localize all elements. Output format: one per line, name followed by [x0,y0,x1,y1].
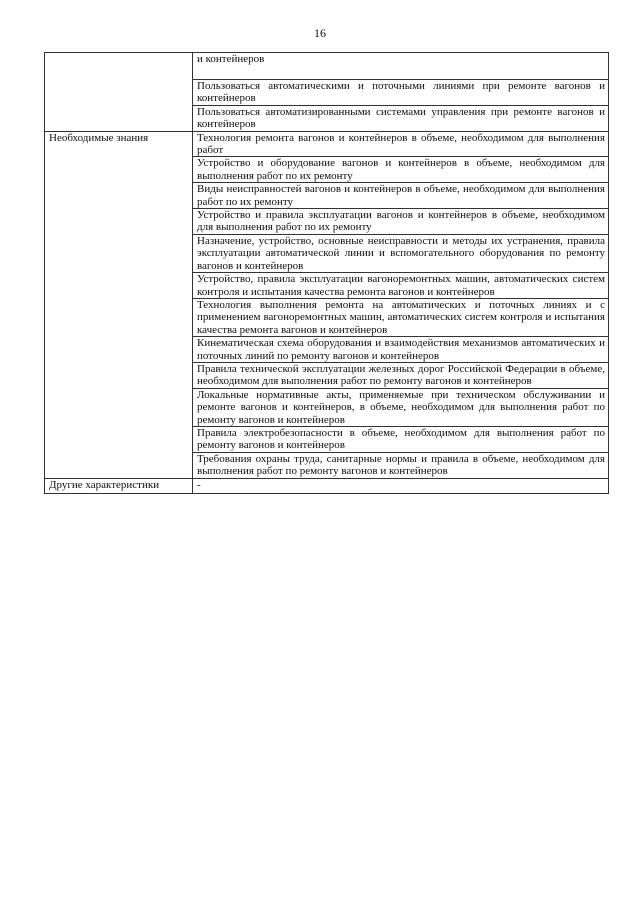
knowledge-label: Необходимые знания [45,131,193,478]
table-cell: Устройство, правила эксплуатации вагоноремонтных машин, автоматических систем контроля и испытания качества ремонта вагонов и контейнеров [193,273,609,299]
table-cell: Кинематическая схема оборудования и взаимодействия механизмов автоматических и поточных линий по ремонту вагонов и контейнеров [193,337,609,363]
table-row [45,131,609,157]
table-cell: Требования охраны труда, санитарные нормы и правила в объеме, необходимом для выполнения работ по ремонту вагонов и контейнеров [193,452,609,478]
table-cell: Технология ремонта вагонов и контейнеров в объеме, необходимом для выполнения работ [193,131,609,157]
table-cell: Пользоваться автоматизированными системами управления при ремонте вагонов и контейнеров [193,105,609,131]
table-row [45,478,609,493]
table-cell: Виды неисправностей вагонов и контейнеров в объеме, необходимом для выполнения работ по их ремонту [193,183,609,209]
other-characteristics-label: Другие характеристики [45,478,193,493]
table-cell: Устройство и правила эксплуатации вагонов и контейнеров в объеме, необходимом для выполнения работ по их ремонту [193,209,609,235]
table-cell: Устройство и оборудование вагонов и контейнеров в объеме, необходимом для выполнения работ по их ремонту [193,157,609,183]
table-cell: и контейнеров [193,53,609,80]
table-cell: Правила электробезопасности в объеме, необходимом для выполнения работ по ремонту вагонов и контейнеров [193,426,609,452]
table-cell: Технология выполнения ремонта на автоматических и поточных линиях и с применением вагоноремонтных машин, автоматических систем контроля и испытания качества ремонта вагонов и контейнеров [193,298,609,336]
table-row [45,53,609,80]
continuation-label-cell [45,53,193,132]
table-cell: Локальные нормативные акты, применяемые при техническом обслуживании и ремонте вагонов и контейнеров, в объеме, необходимом для выполнения работ по ремонту вагонов и контейнеров [193,388,609,426]
page-number: 16 [314,26,326,40]
table-cell: Пользоваться автоматическими и поточными линиями при ремонте вагонов и контейнеров [193,80,609,106]
table-cell: Правила технической эксплуатации железных дорог Российской Федерации в объеме, необходимом для выполнения работ по ремонту вагонов и контейнеров [193,362,609,388]
requirements-table [44,52,609,494]
table-cell: Назначение, устройство, основные неисправности и методы их устранения, правила эксплуатации автоматической линии и вспомогательного оборудования по ремонту вагонов и контейнеров [193,234,609,272]
other-characteristics-value: - [193,478,609,493]
